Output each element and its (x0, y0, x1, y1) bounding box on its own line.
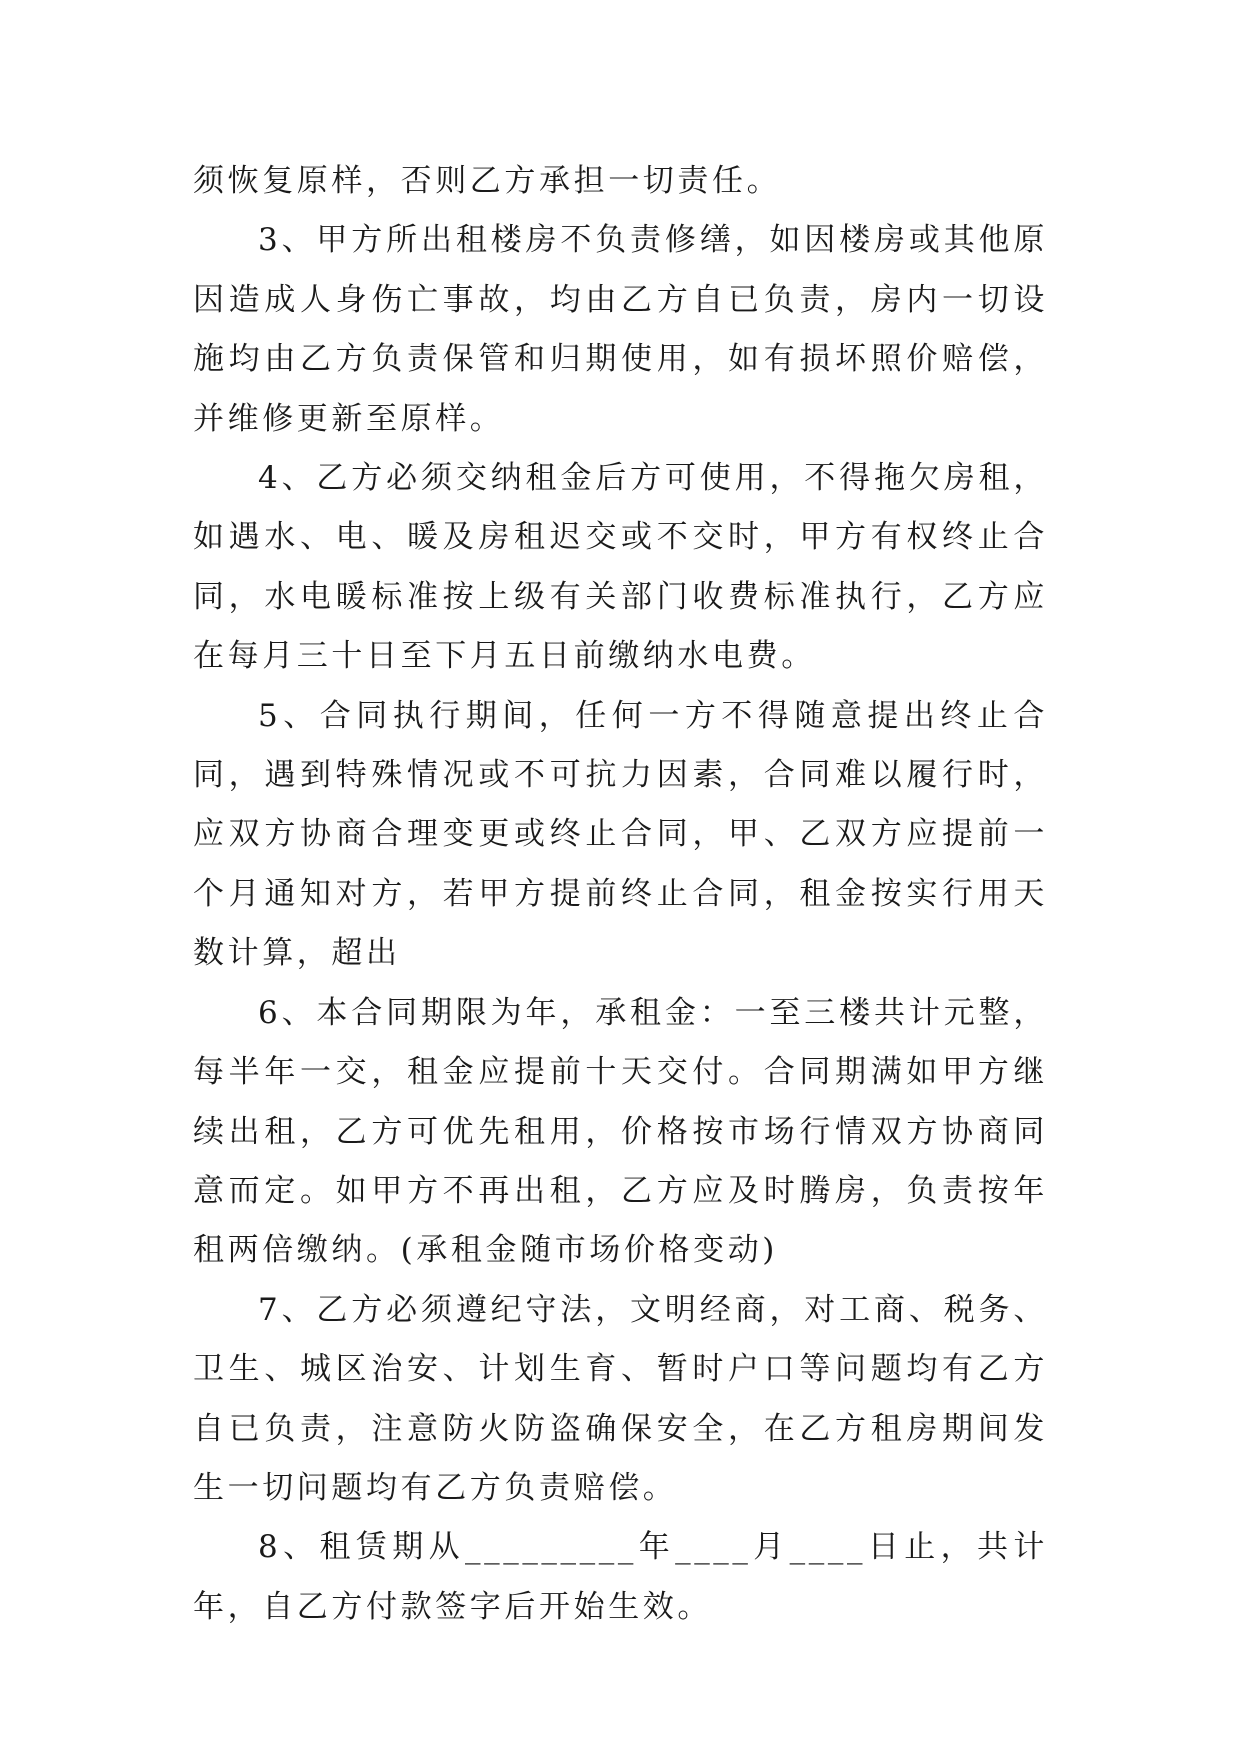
paragraph-clause-7: 7、乙方必须遵纪守法，文明经商，对工商、税务、卫生、城区治安、计划生育、暂时户口等问题均有乙方自已负责，注意防火防盗确保安全，在乙方租房期间发生一切问题均有乙方负责赔偿。 (193, 1291, 1048, 1506)
paragraph-clause-3: 3、甲方所出租楼房不负责修缮，如因楼房或其他原因造成人身伤亡事故，均由乙方自已负责，房内一切设施均由乙方负责保管和归期使用，如有损坏照价赔偿，并维修更新至原样。 (193, 222, 1048, 437)
paragraph-clause-5: 5、合同执行期间，任何一方不得随意提出终止合同，遇到特殊情况或不可抗力因素，合同难以履行时，应双方协商合理变更或终止合同，甲、乙双方应提前一个月通知对方，若甲方提前终止合同，租金按实行用天数计算，超出 (193, 697, 1048, 972)
paragraph-clause-4: 4、乙方必须交纳租金后方可使用，不得拖欠房租，如遇水、电、暖及房租迟交或不交时，甲方有权终止合同，水电暖标准按上级有关部门收费标准执行，乙方应在每月三十日至下月五日前缴纳水电费。 (193, 460, 1048, 675)
paragraph-clause-6: 6、本合同期限为年，承租金：一至三楼共计元整，每半年一交，租金应提前十天交付。合同期满如甲方继续出租，乙方可优先租用，价格按市场行情双方协商同意而定。如甲方不再出租，乙方应及时腾房，负责按年租两倍缴纳。(承租金随市场价格变动) (193, 994, 1048, 1269)
paragraph-clause-8: 8、租赁期从_________年____月____日止，共计年，自乙方付款签字后开始生效。 (193, 1529, 1048, 1625)
paragraph-continuation: 须恢复原样，否则乙方承担一切责任。 (193, 163, 782, 199)
document-body (193, 152, 1048, 1637)
